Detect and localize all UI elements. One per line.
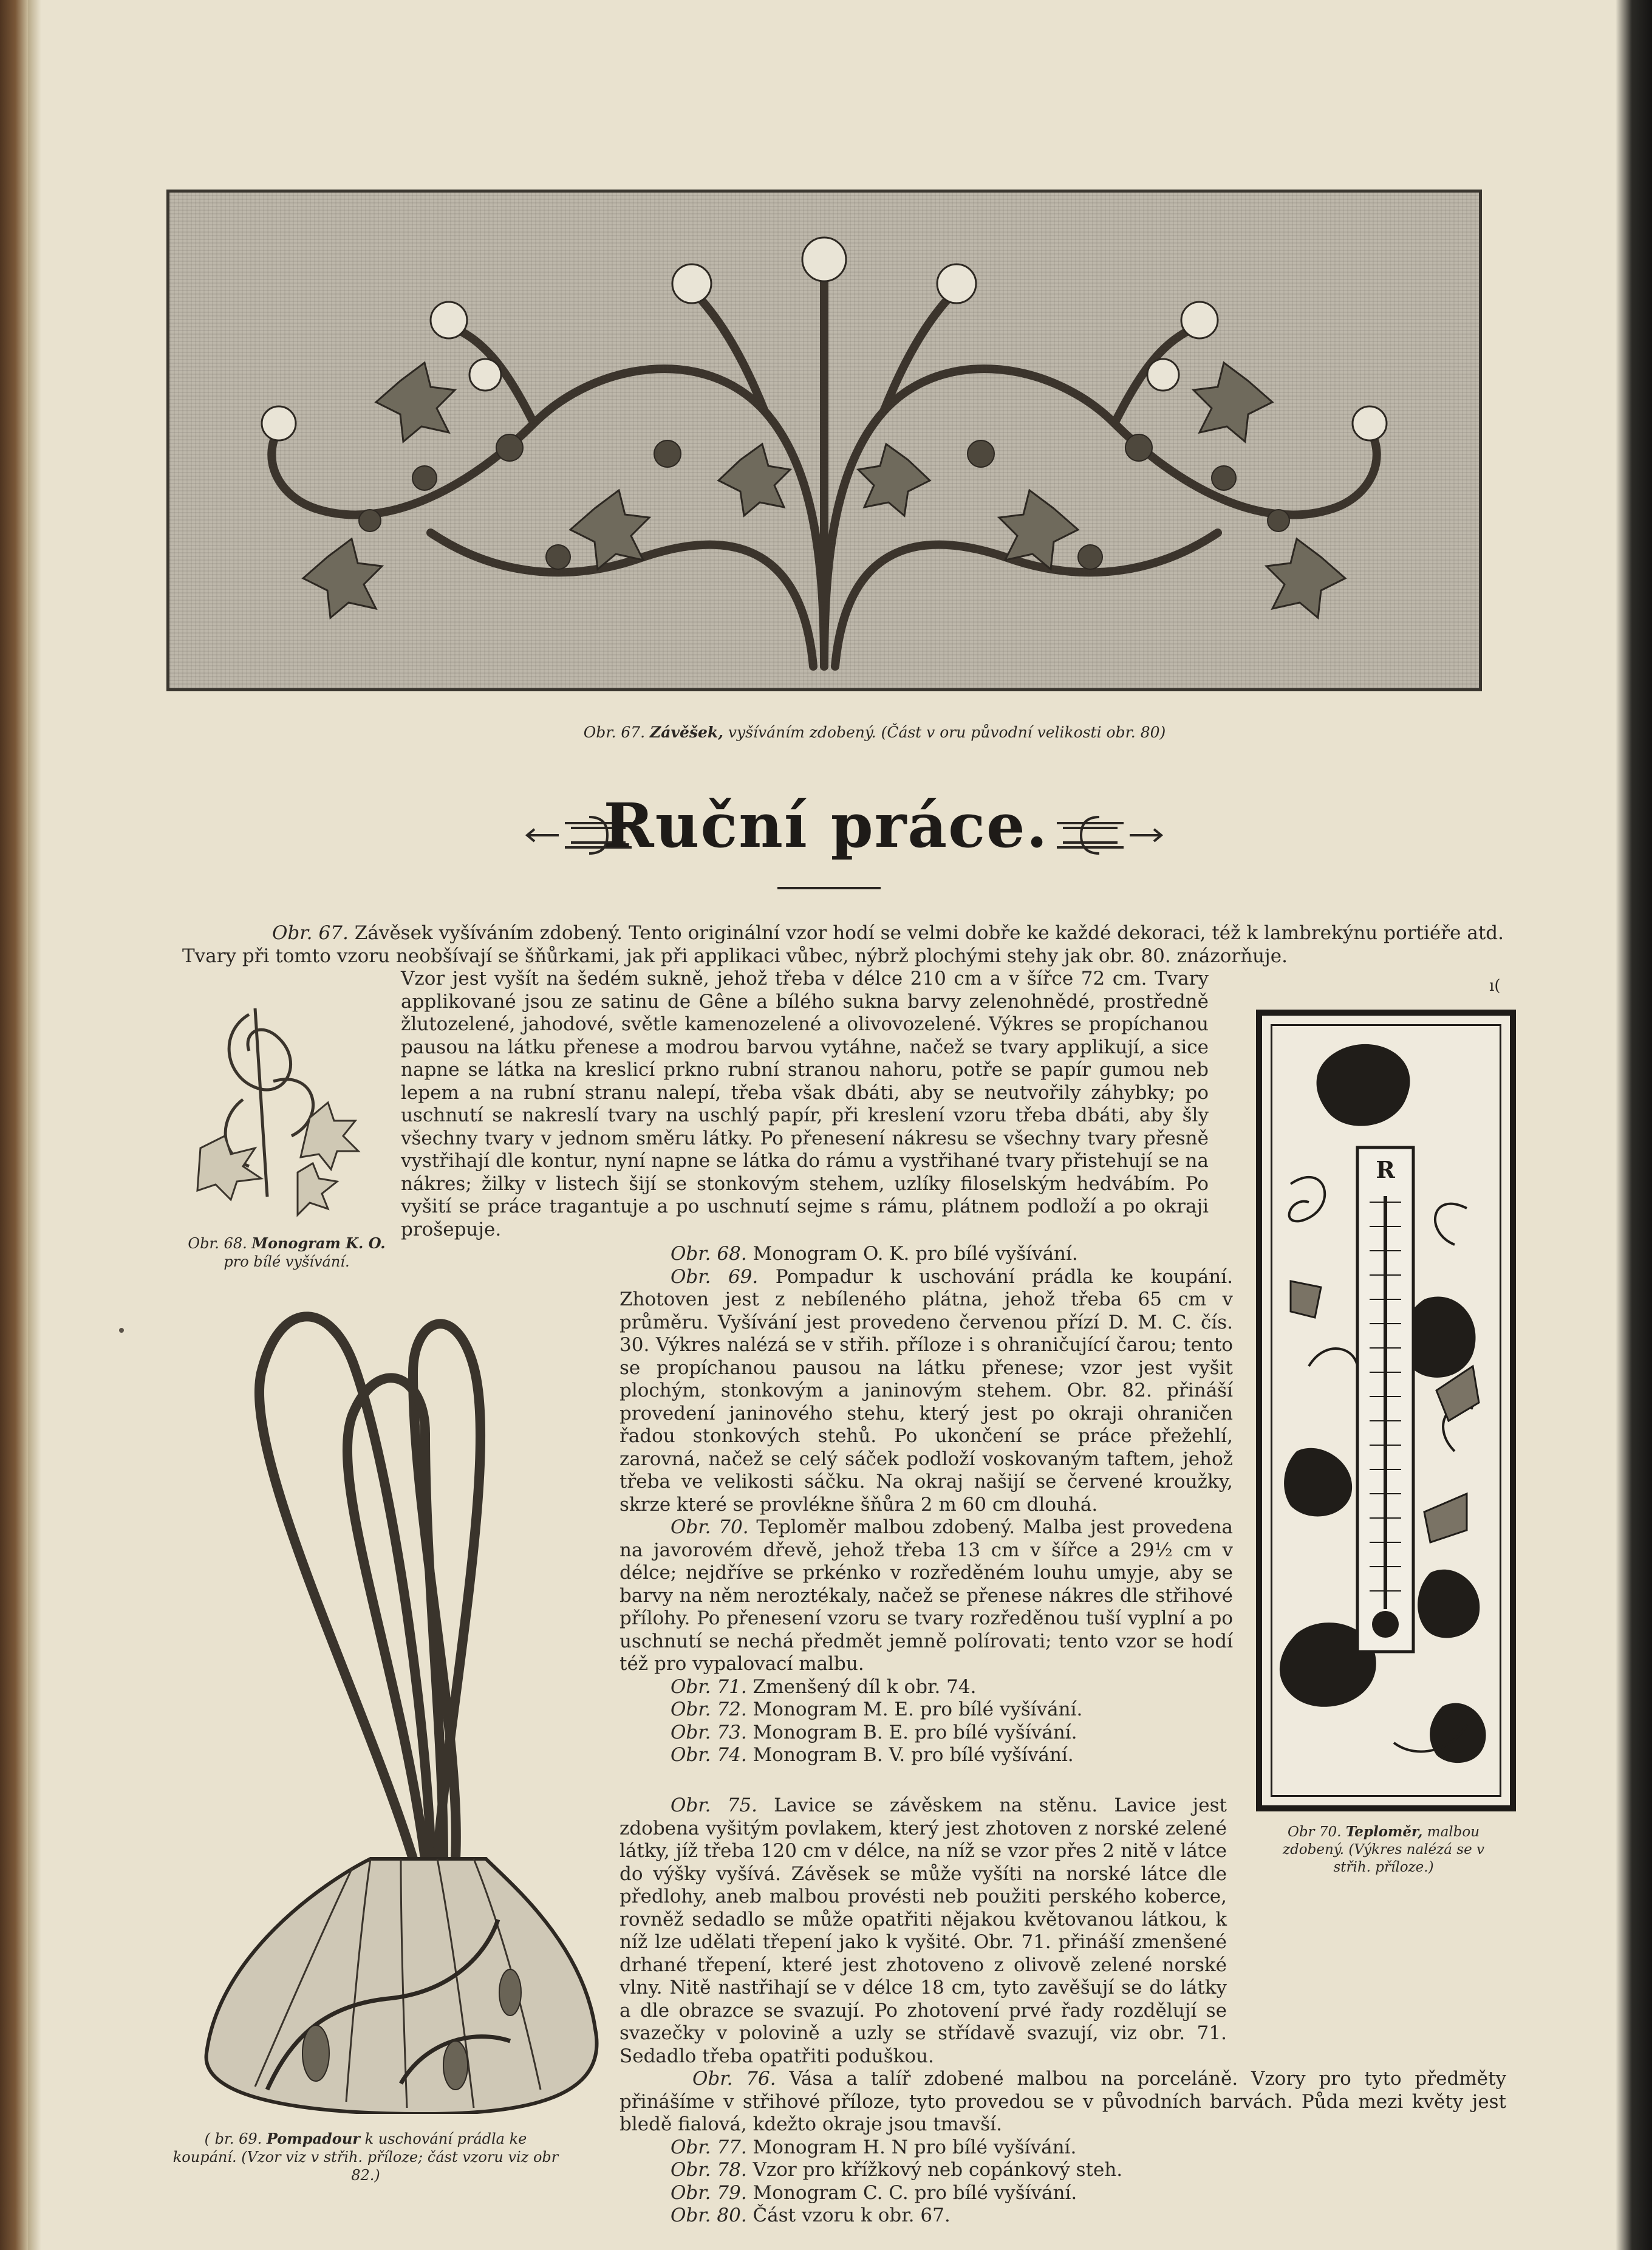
fig-ref: Obr. 76.: [692, 2068, 776, 2090]
paragraph-text: Monogram H. N pro bílé vyšívání.: [753, 2136, 1077, 2158]
paragraph-fig76: [620, 2068, 1506, 2136]
paragraph-fig75: [620, 1794, 1227, 2068]
figure-70-title: Teploměr,: [1345, 1824, 1423, 1840]
pompadour-bag-illustration: [170, 1276, 632, 2114]
middle-column: [620, 1243, 1233, 1767]
paragraph-fig67-details: Vzor jest vyšít na šedém sukně, jehož třeba v délce 210 cm a v šířce 72 cm. Tvary applikované jsou ze satinu de Gêne a bílého sukna barvy zelenohnědé, prostředně žlutozelené, jahodové, světle kamenozelené a olivovozelené. Výkres se propíchanou pausou na látku přenese a modrou barvou vytáhne, načež se tvary applikují, a sice napne se látka na kreslicí prkno rubní stranou nahoru, potře se papír gumou neb lepem a na rubní stranu nalepí, třeba však dbáti, aby se neutvořily záhybky; po uschnutí se nakreslí tvary na uschlý papír, při kreslení vzoru třeba dbáti, aby šly všechny tvary v jednom směru látky. Po přenesení nákresu se všechny tvary přesně vystřihají dle kontur, nyní napne se látka do rámu a vystřihané tvary přistehují se na nákres; žilky v listech šijí se stonkovým stehem, uzlíky filoselským hedvábím. Po vyšití se práce tragantuje a po uschnutí sejme s rámu, plátnem podloží a po okraji prošepuje.: [401, 968, 1209, 1240]
lower-column: [620, 1794, 1506, 2228]
fig-ref: Obr. 71.: [671, 1675, 747, 1698]
paragraph-fig67-intro: [182, 922, 1504, 968]
paragraph-fig80: [620, 2204, 1506, 2228]
thermometer-panel: [1271, 1024, 1501, 1797]
fig-ref: Obr. 75.: [671, 1794, 757, 1816]
figure-67-label: Obr. 67.: [583, 723, 646, 741]
figure-67-rest: vyšíváním zdobený. (Část v oru původní velikosti obr. 80): [728, 723, 1166, 741]
paragraph-fig74: [620, 1744, 1233, 1767]
paragraph-fig73: [620, 1722, 1233, 1745]
fig-ref: Obr. 80.: [671, 2204, 747, 2226]
paragraph-text: Teploměr malbou zdobený. Malba jest provedena na javorovém dřevě, jehož třeba 13 cm v šířce a 29½ cm v délce; nejdříve se prkénko v rozředěném louhu umyje, aby se barvy na něm neroztékaly, načež se přenese nákres dle střihové přílohy. Po přenesení vzoru se tvary rozředěnou tuší vyplní a po uschnutí se nechá předmět jemně polírovati; tento vzor se hodí též pro vypalovací malbu.: [620, 1516, 1233, 1675]
paragraph-fig77: [620, 2136, 1506, 2159]
figure-67-title: Závěšek,: [650, 723, 723, 741]
paragraph-fig79: [620, 2182, 1506, 2205]
paragraph-fig70: [620, 1516, 1233, 1676]
page-edge-shadow: [28, 0, 41, 2250]
paragraph-text: Závěsek vyšíváním zdobený. Tento originální vzor hodí se velmi dobře ke každé dekoraci, též k lambrekýnu portiéře atd. Tvary při tomto vzoru neobšívají se šňůrkami, jak při applikaci vůbec, nýbrž plochými stehy jak obr. 80. znázorňuje.: [182, 922, 1504, 967]
fig-ref: Obr. 68.: [671, 1243, 747, 1265]
figure-70-label: Obr 70.: [1287, 1824, 1342, 1840]
paragraph-fig69: [620, 1266, 1233, 1517]
paragraph-text: Monogram O. K. pro bílé vyšívání.: [753, 1243, 1078, 1265]
paragraph-text: Monogram B. E. pro bílé vyšívání.: [753, 1721, 1077, 1743]
paragraph-text: Vzor pro křížkový neb copánkový steh.: [753, 2159, 1123, 2181]
thermometer-illustration: [1256, 1010, 1516, 1811]
fig-ref: Obr. 73.: [671, 1721, 747, 1743]
bramble-rose-ornament-icon: [169, 193, 1479, 688]
paragraph-fig72: [620, 1698, 1233, 1722]
sweet-pea-ornament-icon: [1272, 1026, 1498, 1794]
thermometer-letter: R: [1376, 1156, 1395, 1183]
figure-68-title: Monogram K. O.: [251, 1234, 386, 1252]
corner-mark: ı(: [1489, 977, 1501, 995]
paragraph-fig78: [620, 2159, 1506, 2182]
paragraph-text: Monogram B. V. pro bílé vyšívání.: [753, 1744, 1074, 1766]
fig-ref: Obr. 69.: [671, 1265, 759, 1288]
monogram-ko-illustration: [182, 996, 383, 1221]
fig-ref: Obr. 78.: [671, 2159, 747, 2181]
figure-69-caption: [171, 2130, 560, 2184]
fig-ref: Obr. 79.: [671, 2181, 747, 2204]
paragraph-text: Pompadur k uschování prádla ke koupání. Zhotoven jest z nebíleného plátna, jehož třeba 65 cm v průměru. Vyšívání jest provedeno červenou přízí D. M. C. čís. 30. Výkres nalézá se v střih. příloze i s ohraničující čarou; tento se propíchanou pausou na látku přenese; vzor jest vyšit plochým, stonkovým a janinovým stehem. Obr. 82. přináší provedení janinového stehu, který jest po okraji ohraničen řadou stonkových stehů. Po ukončení se práce přežehlí, zarovná, načež se celý sáček podloží voskovaným taftem, jehož třeba ve velikosti sáčku. Na okraj našijí se červené kroužky, skrze které se provlékne šňůra 2 m 60 cm dlouhá.: [620, 1265, 1233, 1516]
figure-67-caption: [528, 723, 1221, 742]
figure-68-rest: pro bílé vyšívání.: [224, 1253, 350, 1270]
ink-speck: [119, 1328, 124, 1333]
book-spine: [0, 0, 28, 2250]
fig-ref: Obr. 77.: [671, 2136, 747, 2158]
figure-68-label: Obr. 68.: [188, 1235, 247, 1252]
fig-ref: Obr. 67.: [272, 922, 349, 944]
paragraph-fig71: [620, 1676, 1233, 1699]
paragraph-text: Část vzoru k obr. 67.: [753, 2204, 951, 2226]
figure-70-rest: malbou zdobený. (Výkres nalézá se v střih. příloze.): [1282, 1824, 1485, 1875]
paragraph-text: Lavice se závěskem na stěnu. Lavice jest zdobena vyšitým povlakem, který jest zhotoven z norské zelené látky, jíž třeba 120 cm v délce, na níž se vzor přes 2 nitě v látce do výšky vyšívá. Závěsek se může vyšíti na norské látce dle předlohy, aneb malbou provésti neb použiti perského koberce, rovněž sedadlo se může opatřiti nějakou květovanou látkou, k níž lze udělati třepení jako k vyšité. Obr. 71. přináší zmenšené drhané třepení, které jest zhotoveno z olivově zelené norské vlny. Nitě nastřihají se v délce 18 cm, tyto zavěšují se do látky a dle obrazce se svazují. Po zhotovení prvé řady rozdělují se svazečky v polovině a uzly se střídavě svazují, viz obr. 71. Sedadlo třeba opatřiti poduškou.: [620, 1794, 1227, 2067]
paragraph-text: Zmenšený díl k obr. 74.: [753, 1675, 977, 1698]
figure-69-label: ( br. 69.: [204, 2130, 262, 2147]
gutter-shadow: [1616, 0, 1652, 2250]
paragraph-text: Vása a talíř zdobené malbou na porceláně. Vzory pro tyto předměty přinášíme v střihové příloze, tyto provedou se v původních barvách. Půda mezi květy jest bledě fialová, kdežto okraje jsou tmavší.: [620, 2068, 1506, 2135]
paragraph-text: Monogram C. C. pro bílé vyšívání.: [753, 2181, 1077, 2204]
fig-ref: Obr. 70.: [671, 1516, 749, 1538]
fig-ref: Obr. 74.: [671, 1744, 747, 1766]
fig-ref: Obr. 72.: [671, 1698, 747, 1720]
valance-embroidery-illustration: [166, 190, 1482, 691]
paragraph-fig68: [620, 1243, 1233, 1266]
paragraph-text: Monogram M. E. pro bílé vyšívání.: [753, 1698, 1083, 1720]
section-title: Ruční práce.: [603, 790, 1049, 861]
figure-69-title: Pompadour: [266, 2130, 360, 2147]
title-rule: [777, 887, 881, 889]
figure-69-rest: k uschování prádla ke koupání. (Vzor viz v střih. příloze; část vzoru viz obr 82.): [172, 2130, 559, 2184]
figure-68-caption: [171, 1234, 402, 1271]
title-ornament-right-icon: [1045, 811, 1166, 860]
